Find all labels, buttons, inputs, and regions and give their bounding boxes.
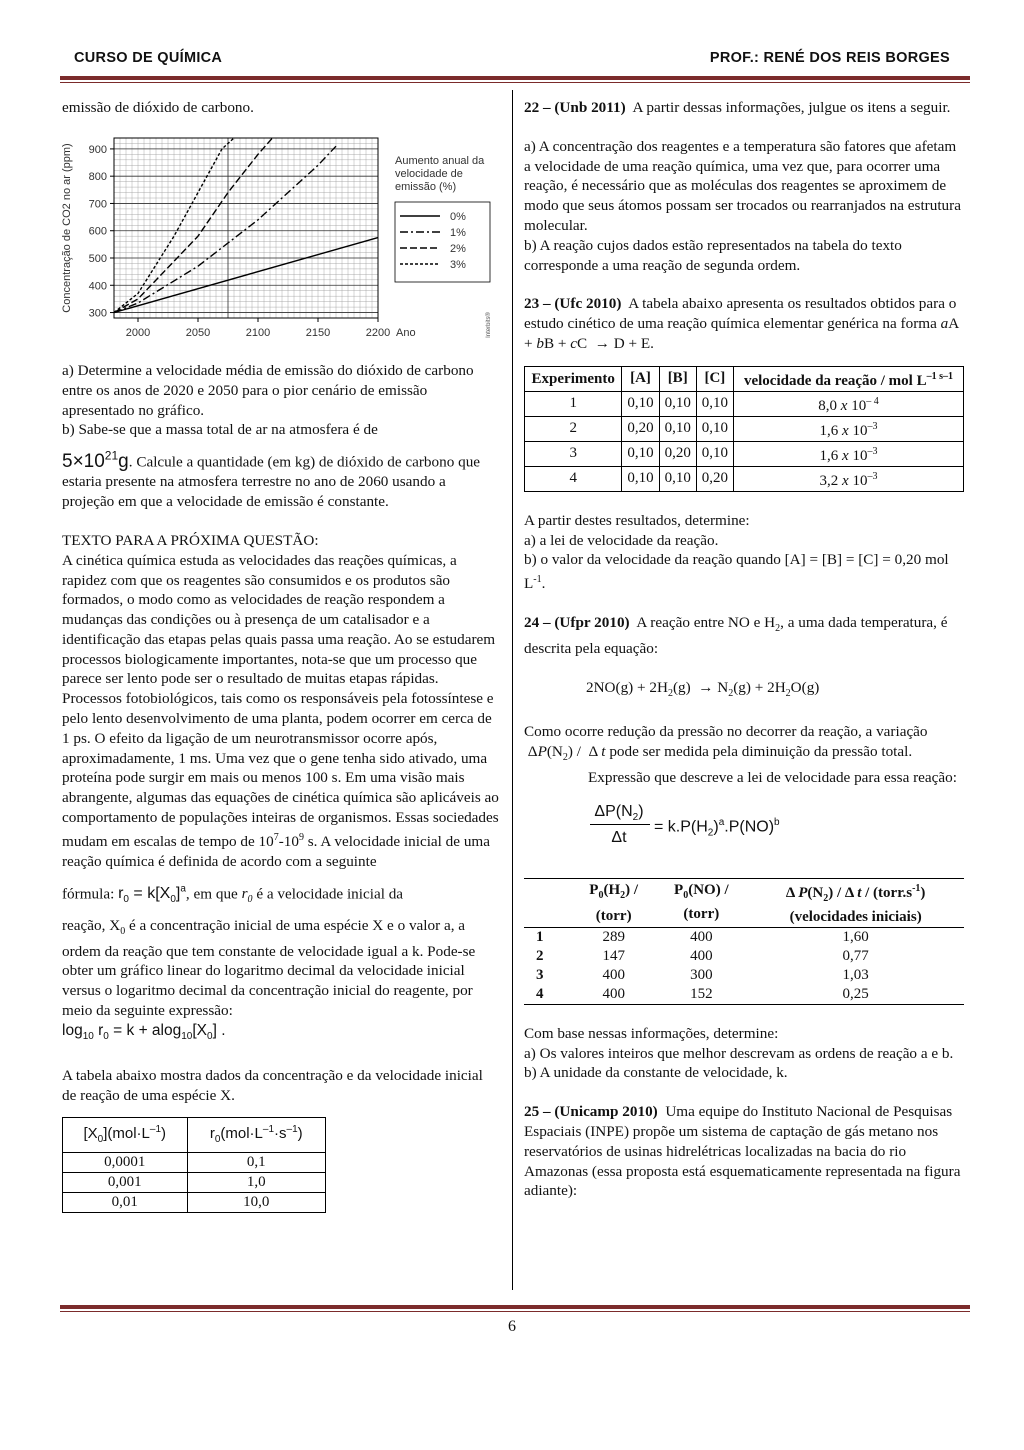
- y-tick-label: 700: [88, 198, 107, 211]
- table-row: 2 147 400 0,77: [536, 947, 869, 964]
- q23-after: A partir destes resultados, determine:: [524, 511, 750, 529]
- q24-p1: Como ocorre redução da pressão no decorrer da reação, a variação $\Delta P(N_2)$ / Δ t pode ser medida pela diminuição da pressão total.: [524, 723, 928, 764]
- x-tick-label: 2100: [245, 327, 271, 339]
- question-b-line2: [62, 446, 500, 512]
- co2-chart: [58, 130, 498, 350]
- concentration-table: [62, 1117, 326, 1213]
- left-questions: [62, 361, 500, 1213]
- series-line-1pct: [114, 146, 336, 312]
- q24-b: b) A unidade da constante de velocidade, k.: [524, 1064, 788, 1082]
- text-body-2: reação, $X_0$ é a concentração inicial de uma espécie X e o valor a, a ordem da reação que tem constante de velocidade igual a k. Pode-se obter um gráfico linear do logaritmo decimal da velocidade inicial versus o logaritmo decimal da concentração inicial do reagente, por meio da seguinte expressão:: [62, 916, 476, 1020]
- col-ph2: $P_0(H_2)$ / (torr): [572, 878, 655, 927]
- col-b: [B]: [659, 366, 696, 391]
- col-velocidade: velocidade da reação / mol $L^{-1 s-1}$: [733, 366, 963, 391]
- legend-box: [395, 202, 490, 282]
- col-a: [A]: [622, 366, 659, 391]
- col-c: [C]: [696, 366, 733, 391]
- log-expression: $\log_{10} r_0 = k + alog_{10}[X_0]$ .: [62, 1021, 226, 1042]
- table-row: 4 0,10 0,10 0,20 3,2 x $10^{-3}$: [525, 466, 964, 491]
- legend-label: 0%: [450, 211, 466, 223]
- question-b-line1: b) Sabe-se que a massa total de ar na atmosfera é de: [62, 421, 378, 439]
- q22: 22 – (Unb 2011) A partir dessas informações, julgue os itens a seguir.: [524, 99, 951, 116]
- footer-rule: [60, 1305, 970, 1309]
- table-row: 3 0,10 0,20 0,10 1,6 x $10^{-3}$: [525, 441, 964, 466]
- y-tick-label: 800: [88, 171, 107, 184]
- y-tick-label: 300: [88, 307, 107, 320]
- col-pno: $P_0(NO)$ / (torr): [655, 878, 747, 927]
- x-tick-label: 2200: [365, 327, 391, 339]
- pressure-table: [524, 878, 964, 1005]
- q22-a: a) A concentração dos reagentes e a temperatura são fatores que afetam a velocidade de uma reação química, uma vez que, para ocorrer uma reação, é necessário que as moléculas dos reagentes se aproximem de modo que seus átomos possam ser trocados ou rearranjados na estrutura molecular.: [524, 137, 961, 234]
- legend-label: 2%: [450, 243, 466, 255]
- intro-text: emissão de dióxido de carbono.: [62, 99, 254, 116]
- reaction-equation: $2NO(g) + 2H_2(g) \to N_2(g) + 2H_2O(g)$: [586, 678, 820, 699]
- header-rule-thin: [60, 82, 970, 83]
- q22-b: b) A reação cujos dados estão representados na tabela do texto corresponde a uma reação de segunda ordem.: [524, 236, 902, 274]
- y-tick-label: 400: [88, 280, 107, 293]
- q23-a: a) a lei de velocidade da reação.: [524, 531, 719, 549]
- mass-unit: g: [118, 450, 129, 472]
- mass-exponent: 21: [104, 448, 119, 463]
- x-tick-label: 2000: [125, 327, 151, 339]
- table-row: 3 400 300 1,03: [536, 966, 869, 983]
- q24-p3: Expressão que descreve a lei de velocidade para essa reação:: [588, 769, 957, 787]
- q24-a: a) Os valores inteiros que melhor descrevam as ordens de reação a e b.: [524, 1044, 954, 1062]
- q24: 24 – (Ufpr 2010) A reação entre NO e $H_2$, a uma dada temperatura, é descrita pela equação:: [524, 614, 948, 657]
- x-axis-label: Ano: [396, 327, 416, 339]
- col-header-r0: $r_0(mol\cdot L^{-1}\cdot s^{-1})$: [187, 1118, 326, 1153]
- y-tick-label: 900: [88, 143, 107, 156]
- chart-credit: Interbits®: [486, 312, 492, 338]
- legend-title: Aumento anual da: [395, 155, 485, 167]
- table-row: 0,001 1,0: [63, 1173, 326, 1193]
- header-left: CURSO DE QUÍMICA: [74, 50, 223, 66]
- header-right: PROF.: RENÉ DOS REIS BORGES: [709, 50, 950, 66]
- y-tick-label: 600: [88, 225, 107, 238]
- q23-b: b) o valor da velocidade da reação quando [A] = [B] = [C] = 0,20 mol $L^{-1}$.: [524, 551, 949, 593]
- table-row: 0,01 10,0: [63, 1193, 326, 1213]
- q24-after: Com base nessas informações, determine:: [524, 1024, 779, 1042]
- left-column: [62, 98, 500, 118]
- right-column: [524, 98, 964, 1201]
- question-b-text: . Calcule a quantidade (em kg) de dióxido de carbono que estaria presente na atmosfera terrestre no ano de 2060 usando a projeção em que a velocidade de emissão é constante.: [62, 453, 481, 511]
- y-axis-label: Concentração de CO2 no ar (ppm): [61, 143, 73, 313]
- legend-label: 1%: [450, 227, 466, 239]
- col-rate: Δ $P(N_2)$ / Δ t / $(torr.s^{-1})$ (velocidades iniciais): [747, 878, 964, 927]
- question-a: a) Determine a velocidade média de emissão do dióxido de carbono entre os anos de 2020 e 2050 para o pior cenário de emissão apresentado no gráfico.: [62, 362, 474, 419]
- table-row: 0,0001 0,1: [63, 1153, 326, 1173]
- text-title: TEXTO PARA A PRÓXIMA QUESTÃO:: [62, 531, 319, 549]
- mass-value: 5×10: [62, 450, 105, 472]
- q25: 25 – (Unicamp 2010) Uma equipe do Instituto Nacional de Pesquisas Espaciais (INPE) propõe um sistema de captação de gás metano nos reservatórios de usinas hidrelétricas localizadas na bacia do rio Amazonas (essa proposta está esquematicamente representada na figura adiante):: [524, 1103, 961, 1200]
- experiment-table: [524, 366, 964, 492]
- q23: 23 – (Ufc 2010) A tabela abaixo apresenta os resultados obtidos para o estudo cinético de uma reação química elementar genérica na forma aA + bB + cC → D + E.: [524, 295, 959, 352]
- legend-label: 3%: [450, 259, 466, 271]
- table-intro: A tabela abaixo mostra dados da concentração e da velocidade inicial de reação de uma espécie X.: [62, 1066, 483, 1104]
- rate-formula: $r_0 = k[X_0]^a$: [118, 883, 186, 906]
- header-rule: [60, 76, 970, 80]
- y-tick-label: 500: [88, 253, 107, 265]
- legend-title: velocidade de: [395, 168, 463, 180]
- legend-title: emissão (%): [395, 181, 457, 193]
- table-row: 1 0,10 0,10 0,10 8,0 x $10^{- 4}$: [525, 391, 964, 416]
- formula-line: fórmula: $r_0 = k[X_0]^a$, em que $r_0$ é a velocidade inicial da: [62, 883, 404, 906]
- table-row: 1 289 400 1,60: [524, 927, 964, 947]
- table-row: 4 400 152 0,25: [524, 985, 964, 1005]
- page-number: 6: [508, 1318, 516, 1335]
- footer-rule-thin: [60, 1311, 970, 1312]
- x-tick-label: 2150: [305, 327, 331, 339]
- table-row: 2 0,20 0,10 0,10 1,6 x $10^{-3}$: [525, 416, 964, 441]
- column-divider: [512, 90, 513, 1290]
- rate-law-expression: $\Delta P(N_2)$ Δt = $k.P(H_2)^a.P(NO)^b$: [588, 802, 964, 854]
- x-tick-label: 2050: [185, 327, 211, 339]
- text-body: A cinética química estuda as velocidades das reações químicas, a rapidez com que os reagentes são consumidos e os produtos são formados, o modo como as velocidades de reação respondem a mudanças das condições ou à presença de um catalisador e a identificação das etapas pelas quais passa uma reação. Ao se estudarem processos biologicamente importantes, nota-se que um processo que parece ser lento pode ser o resultado de muitas etapas rápidas. Processos fotobiológicos, tais como os responsáveis pela fotossíntese e pelo lento desenvolvimento de uma planta, podem ocorrer em cerca de 1 ps. O efeito da ligação de um neurotransmissor ocorre após, aproximadamente, 1 ms. Uma vez que o gene tenha sido ativado, uma proteína pode surgir em mais ou menos 100 s. Em uma visão mais abrangente, algumas das equações de cinética química são aplicáveis ao comportamento de populações inteiras de organismos. Essas sociedades mudam em escalas de tempo de $10^7-10^9$ s. A velocidade inicial de uma reação química é definida de acordo com a seguinte: [62, 551, 499, 870]
- col-experimento: Experimento: [525, 366, 622, 391]
- col-header-x0: $[X_0](mol\cdot L^{-1})$: [63, 1118, 188, 1153]
